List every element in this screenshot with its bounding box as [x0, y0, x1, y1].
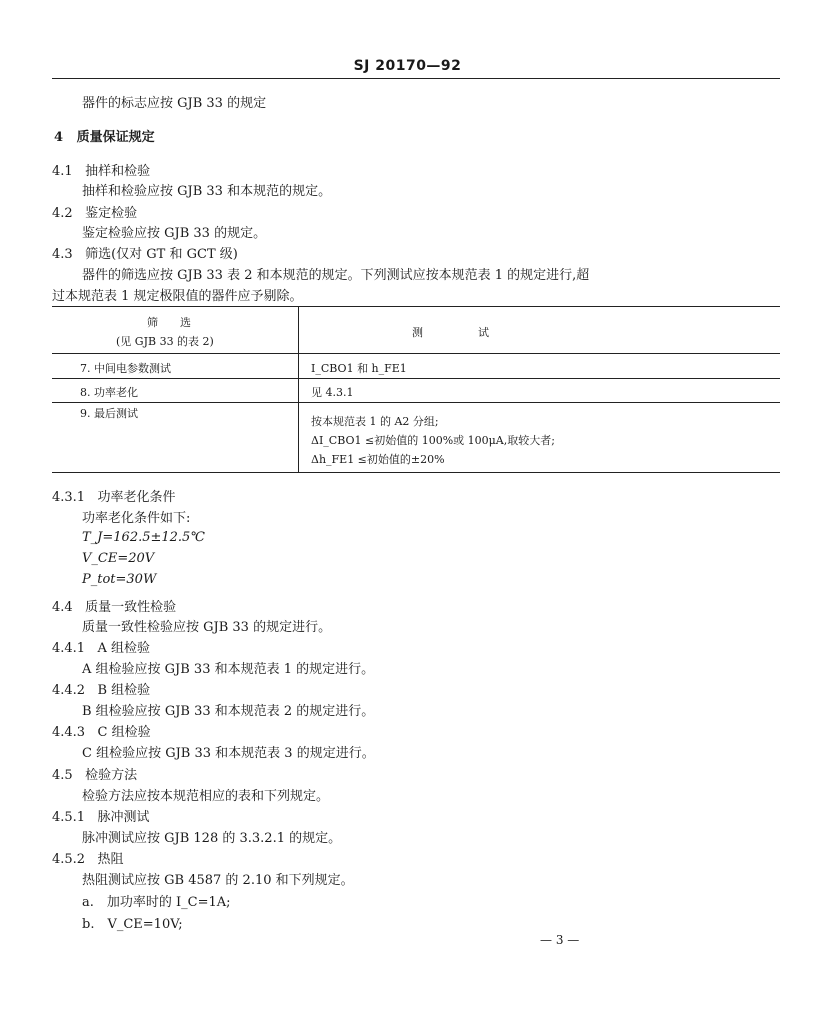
total-power: P_tot=30W — [82, 572, 157, 587]
section-4-3-1-heading — [52, 486, 176, 505]
table-top-border — [52, 306, 780, 307]
section-4-3-text-line1: 器件的筛选应按 GJB 33 表 2 和本规范的规定。下列测试应按本规范表 1 的规定进行,超 — [82, 268, 590, 283]
table-bottom-border — [52, 472, 780, 473]
section-number: 4.5 — [52, 768, 73, 783]
page-number: — 3 — — [540, 933, 580, 947]
table-header-test: 测 试 — [412, 326, 489, 339]
section-4-3-heading — [52, 243, 238, 262]
section-title: 热阻 — [97, 852, 124, 867]
section-title: A 组检验 — [97, 641, 151, 656]
section-number: 4.1 — [52, 164, 73, 179]
section-number: 4.4.3 — [52, 725, 86, 740]
section-4-5-1-heading — [52, 806, 150, 825]
section-number: 4.3 — [52, 247, 73, 262]
list-item-a: a. 加功率时的 I_C=1A; — [82, 895, 231, 910]
section-4-4-3-heading — [52, 721, 151, 740]
section-title: 功率老化条件 — [97, 490, 176, 505]
section-number: 4 — [54, 130, 64, 145]
table-row-9-test-line3: Δh_FE1 ≤初始值的±20% — [311, 453, 445, 466]
table-header-rule — [52, 353, 780, 354]
table-row-7-screen: 7. 中间电参数测试 — [80, 362, 171, 375]
section-4-4-1-heading — [52, 637, 150, 656]
section-4-3-text-line2: 过本规范表 1 规定极限值的器件应予剔除。 — [52, 289, 303, 304]
table-row-9-test-line1: 按本规范表 1 的 A2 分组; — [311, 415, 439, 428]
section-number: 4.3.1 — [52, 490, 86, 505]
section-4-4-2-heading — [52, 679, 150, 698]
section-4-1-heading — [52, 160, 150, 179]
section-4-4-heading — [52, 596, 176, 615]
section-4-3-1-text: 功率老化条件如下: — [82, 511, 191, 526]
table-header-screening: 筛 选 — [147, 316, 191, 329]
table-row-9-screen: 9. 最后测试 — [80, 407, 138, 420]
header-rule — [52, 78, 780, 79]
section-4-5-heading — [52, 764, 137, 783]
section-title: 抽样和检验 — [85, 164, 151, 179]
section-4-1-text: 抽样和检验应按 GJB 33 和本规范的规定。 — [82, 184, 332, 199]
section-4-5-text: 检验方法应按本规范相应的表和下列规定。 — [82, 789, 330, 804]
section-4-4-3-text: C 组检验应按 GJB 33 和本规范表 3 的规定进行。 — [82, 746, 375, 761]
document-id-header: SJ 20170—92 — [353, 58, 462, 74]
table-row-rule — [52, 378, 780, 379]
section-title: 检验方法 — [85, 768, 138, 783]
junction-temperature: T_J=162.5±12.5℃ — [82, 530, 205, 545]
section-4-5-2-text: 热阻测试应按 GB 4587 的 2.10 和下列规定。 — [82, 873, 354, 888]
section-number: 4.2 — [52, 206, 73, 221]
section-number: 4.4 — [52, 600, 73, 615]
section-4-5-1-text: 脉冲测试应按 GJB 128 的 3.3.2.1 的规定。 — [82, 831, 342, 846]
table-row-9-test-line2: ΔI_CBO1 ≤初始值的 100%或 100μA,取较大者; — [311, 434, 555, 447]
marking-paragraph: 器件的标志应按 GJB 33 的规定 — [82, 96, 267, 111]
section-4-heading — [54, 126, 155, 145]
section-title: 筛选(仅对 GT 和 GCT 级) — [85, 247, 238, 262]
section-4-5-2-heading — [52, 848, 124, 867]
section-title: 脉冲测试 — [97, 810, 150, 825]
section-number: 4.5.2 — [52, 852, 86, 867]
section-4-2-text: 鉴定检验应按 GJB 33 的规定。 — [82, 226, 267, 241]
table-column-divider — [298, 306, 299, 472]
section-title: 鉴定检验 — [85, 206, 138, 221]
section-title: C 组检验 — [97, 725, 151, 740]
section-4-4-text: 质量一致性检验应按 GJB 33 的规定进行。 — [82, 620, 332, 635]
section-number: 4.4.2 — [52, 683, 86, 698]
section-number: 4.4.1 — [52, 641, 86, 656]
section-number: 4.5.1 — [52, 810, 86, 825]
table-row-8-test: 见 4.3.1 — [311, 386, 354, 399]
section-4-4-1-text: A 组检验应按 GJB 33 和本规范表 1 的规定进行。 — [82, 662, 375, 677]
list-item-b: b. V_CE=10V; — [82, 917, 183, 932]
section-4-2-heading — [52, 202, 137, 221]
section-title: 质量保证规定 — [76, 130, 155, 145]
section-title: 质量一致性检验 — [85, 600, 177, 615]
section-4-4-2-text: B 组检验应按 GJB 33 和本规范表 2 的规定进行。 — [82, 704, 375, 719]
table-row-rule — [52, 402, 780, 403]
section-title: B 组检验 — [97, 683, 151, 698]
table-header-screening-note: (见 GJB 33 的表 2) — [116, 335, 214, 348]
collector-emitter-voltage: V_CE=20V — [82, 551, 155, 566]
table-row-7-test: I_CBO1 和 h_FE1 — [311, 362, 407, 375]
table-row-8-screen: 8. 功率老化 — [80, 386, 138, 399]
